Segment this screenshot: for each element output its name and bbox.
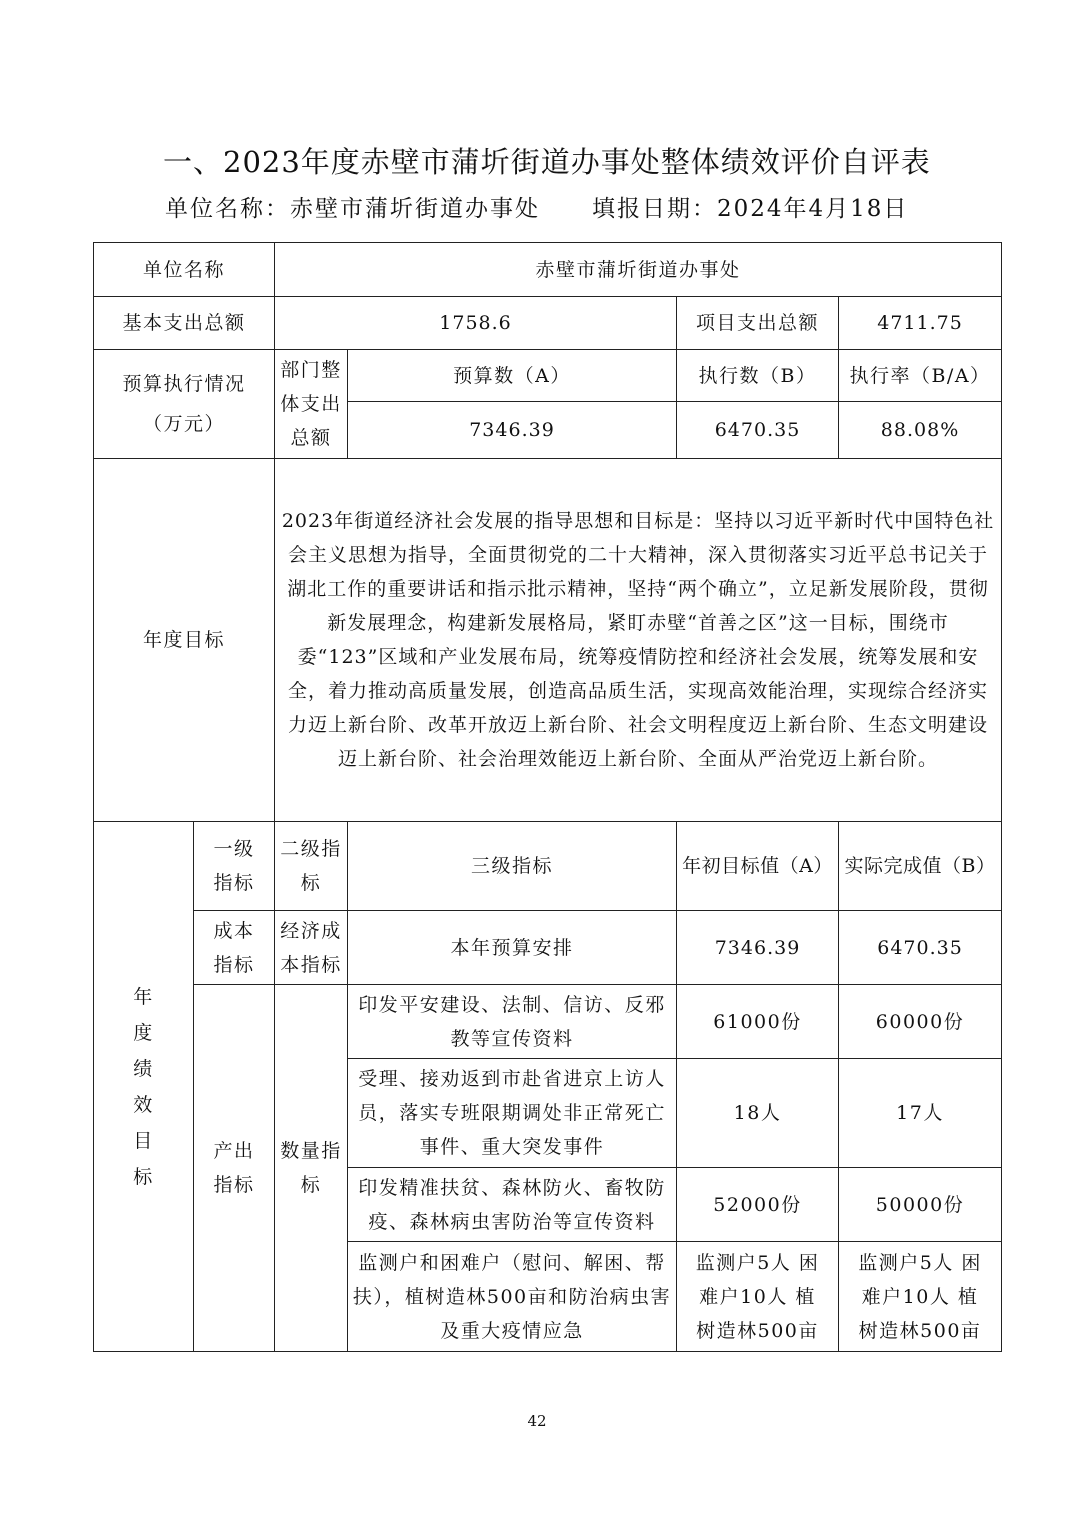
budget-a-value: 7346.39 — [348, 402, 677, 459]
project-expense-label-cell: 项目支出总额 — [677, 297, 839, 350]
annual-goal-label: 年度目标 — [94, 459, 275, 822]
output-row-target: 61000份 — [677, 985, 839, 1059]
header-level1: 一级指标 — [194, 822, 275, 911]
header-target: 年初目标值（A） — [677, 822, 839, 911]
basic-expense-value: 1758.6 — [275, 297, 677, 350]
cost-level1: 成本指标 — [194, 911, 275, 985]
cost-target: 7346.39 — [677, 911, 839, 985]
basic-expense-label: 基本支出总额 — [94, 297, 275, 350]
output-row-level3: 印发精准扶贫、森林防火、畜牧防疫、森林病虫害防治等宣传资料 — [348, 1168, 677, 1242]
output-row-actual: 50000份 — [839, 1168, 1002, 1242]
budget-label: 预算执行情况（万元） — [94, 350, 275, 459]
perf-label: 年度绩效目标 — [94, 822, 194, 1352]
header-level3: 三级指标 — [348, 822, 677, 911]
dept-total-label: 部门整体支出总额 — [275, 350, 348, 459]
output-row-target: 18人 — [677, 1059, 839, 1168]
output-row-level3: 印发平安建设、法制、信访、反邪教等宣传资料 — [348, 985, 677, 1059]
output-row-actual: 监测户5人 困难户10人 植树造林500亩 — [839, 1242, 1002, 1352]
rate-label: 执行率（B/A） — [839, 350, 1002, 402]
page-title: 一、2023年度赤壁市蒲圻街道办事处整体绩效评价自评表 — [163, 145, 931, 179]
unit-name-header: 单位名称：赤壁市蒲圻街道办事处 — [165, 196, 540, 222]
evaluation-table — [93, 242, 1002, 1352]
output-row-actual: 17人 — [839, 1059, 1002, 1168]
unit-date-line — [165, 190, 908, 223]
output-row-level3: 受理、接劝返到市赴省进京上访人员，落实专班限期调处非正常死亡事件、重大突发事件 — [348, 1059, 677, 1168]
cost-level2: 经济成本指标 — [275, 911, 348, 985]
rate-value: 88.08% — [839, 402, 1002, 459]
report-date: 填报日期：2024年4月18日 — [592, 196, 909, 222]
cost-actual: 6470.35 — [839, 911, 1002, 985]
budget-a-label: 预算数（A） — [348, 350, 677, 402]
exec-b-label: 执行数（B） — [677, 350, 839, 402]
output-row-target: 52000份 — [677, 1168, 839, 1242]
annual-goal-text: 2023年街道经济社会发展的指导思想和目标是：坚持以习近平新时代中国特色社会主义思想为指导，全面贯彻党的二十大精神，深入贯彻落实习近平总书记关于湖北工作的重要讲话和指示批示精神，坚持“两个确立”，立足新发展阶段，贯彻新发展理念，构建新发展格局，紧盯赤壁“首善之区”这一目标，围绕市委“123”区域和产业发展布局，统筹疫情防控和经济社会发展，统筹发展和安全，着力推动高质量发展，创造高品质生活，实现高效能治理，实现综合经济实力迈上新台阶、改革开放迈上新台阶、社会文明程度迈上新台阶、生态文明建设迈上新台阶、社会治理效能迈上新台阶、全面从严治党迈上新台阶。 — [275, 459, 1002, 822]
output-level1: 产出指标 — [194, 985, 275, 1352]
header-actual: 实际完成值（B） — [839, 822, 1002, 911]
page-number: 42 — [527, 1412, 547, 1430]
exec-b-value: 6470.35 — [677, 402, 839, 459]
output-row-level3: 监测户和困难户（慰问、解困、帮扶），植树造林500亩和防治病虫害及重大疫情应急 — [348, 1242, 677, 1352]
cost-level3: 本年预算安排 — [348, 911, 677, 985]
project-expense-value: 4711.75 — [839, 297, 1002, 350]
unit-name-label: 单位名称 — [94, 243, 275, 297]
output-row-target: 监测户5人 困难户10人 植树造林500亩 — [677, 1242, 839, 1352]
unit-name-value: 赤壁市蒲圻街道办事处 — [275, 243, 1002, 297]
header-level2: 二级指标 — [275, 822, 348, 911]
output-row-actual: 60000份 — [839, 985, 1002, 1059]
output-level2: 数量指标 — [275, 985, 348, 1352]
